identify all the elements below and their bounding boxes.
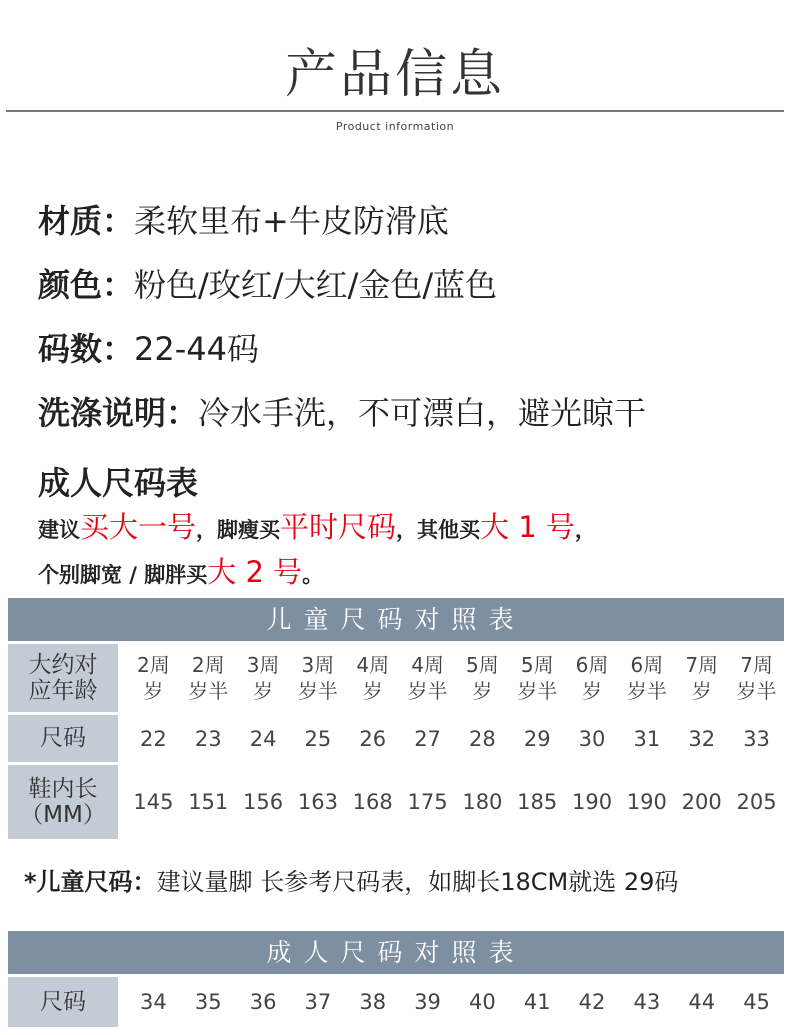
info-value: 粉色/玫红/大红/金色/蓝色 bbox=[134, 266, 498, 304]
advice-highlight: 平时尺码 bbox=[280, 510, 397, 544]
age-cell: 4周 岁半 bbox=[400, 644, 455, 712]
advice-text: 个别脚宽 / 脚胖买 bbox=[38, 563, 208, 587]
advice-highlight: 买大一号 bbox=[80, 510, 197, 544]
adult-table-grid bbox=[8, 974, 784, 1030]
advice-text: ， bbox=[574, 518, 596, 542]
adult-size-heading: 成人尺码表 bbox=[38, 464, 199, 502]
spacer bbox=[118, 715, 126, 762]
size-cell: 39 bbox=[400, 977, 455, 1027]
note-label: *儿童尺码： bbox=[24, 868, 157, 896]
age-cell: 6周 岁 bbox=[565, 644, 620, 712]
length-cell: 200 bbox=[674, 765, 729, 839]
spacer bbox=[118, 644, 126, 712]
age-cell: 5周 岁半 bbox=[510, 644, 565, 712]
size-cell: 36 bbox=[236, 977, 291, 1027]
length-label-line: （MM） bbox=[20, 802, 106, 828]
length-cell: 185 bbox=[510, 765, 565, 839]
length-cell: 205 bbox=[729, 765, 784, 839]
kids-size-note bbox=[24, 862, 678, 897]
size-cell: 28 bbox=[455, 715, 510, 762]
page-subtitle: Product information bbox=[335, 120, 455, 133]
age-label-line: 应年龄 bbox=[28, 678, 98, 704]
size-advice-line-2 bbox=[38, 550, 323, 591]
size-cell: 24 bbox=[236, 715, 291, 762]
length-cell: 145 bbox=[126, 765, 181, 839]
length-cell: 163 bbox=[290, 765, 345, 839]
info-value: 柔软里布+牛皮防滑底 bbox=[134, 202, 449, 240]
note-text: 建议量脚 长参考尺码表，如脚长18CM就选 29码 bbox=[156, 868, 679, 896]
advice-highlight: 大 2 号 bbox=[207, 555, 303, 589]
adult-table-title: 成人尺码对照表 bbox=[8, 931, 784, 974]
size-cell: 22 bbox=[126, 715, 181, 762]
info-label: 码数： bbox=[38, 330, 135, 368]
length-label-line: 鞋内长 bbox=[28, 775, 98, 802]
size-cell: 25 bbox=[290, 715, 345, 762]
size-cell: 26 bbox=[345, 715, 400, 762]
size-cell: 38 bbox=[345, 977, 400, 1027]
kids-table-grid bbox=[8, 641, 784, 842]
size-cell: 33 bbox=[729, 715, 784, 762]
adult-size-row bbox=[8, 977, 784, 1027]
length-cell: 190 bbox=[565, 765, 620, 839]
kids-size-row bbox=[8, 715, 784, 762]
info-label: 洗涤说明： bbox=[38, 394, 199, 432]
age-cell: 5周 岁 bbox=[455, 644, 510, 712]
kids-table-title: 儿童尺码对照表 bbox=[8, 598, 784, 641]
size-cell: 35 bbox=[181, 977, 236, 1027]
length-cell: 180 bbox=[455, 765, 510, 839]
spacer bbox=[118, 765, 126, 839]
age-cell: 2周 岁半 bbox=[181, 644, 236, 712]
kids-size-table bbox=[8, 598, 784, 842]
info-washing bbox=[38, 388, 646, 434]
length-cell: 156 bbox=[236, 765, 291, 839]
info-label: 颜色： bbox=[38, 266, 135, 304]
size-row-header: 尺码 bbox=[8, 977, 118, 1027]
size-cell: 45 bbox=[729, 977, 784, 1027]
advice-highlight: 大 1 号 bbox=[480, 510, 575, 544]
size-cell: 44 bbox=[674, 977, 729, 1027]
info-size-range bbox=[38, 324, 259, 370]
size-cell: 37 bbox=[290, 977, 345, 1027]
age-cell: 2周 岁 bbox=[126, 644, 181, 712]
size-cell: 41 bbox=[510, 977, 565, 1027]
title-divider bbox=[6, 110, 784, 112]
length-cell: 175 bbox=[400, 765, 455, 839]
size-row-header: 尺码 bbox=[8, 715, 118, 762]
kids-length-row bbox=[8, 765, 784, 839]
length-cell: 151 bbox=[181, 765, 236, 839]
age-cell: 3周 岁半 bbox=[290, 644, 345, 712]
adult-size-table bbox=[8, 931, 784, 1030]
size-cell: 27 bbox=[400, 715, 455, 762]
size-cell: 32 bbox=[674, 715, 729, 762]
length-cell: 190 bbox=[619, 765, 674, 839]
advice-text: ，脚瘦买 bbox=[196, 518, 281, 542]
size-cell: 23 bbox=[181, 715, 236, 762]
age-cell: 7周 岁 bbox=[674, 644, 729, 712]
age-cell: 6周 岁半 bbox=[619, 644, 674, 712]
advice-text: 。 bbox=[302, 563, 324, 587]
size-cell: 42 bbox=[565, 977, 620, 1027]
size-advice-line-1 bbox=[38, 505, 596, 546]
age-cell: 7周 岁半 bbox=[729, 644, 784, 712]
page-title: 产品信息 bbox=[284, 45, 505, 105]
spacer bbox=[118, 977, 126, 1027]
info-label: 材质： bbox=[38, 202, 135, 240]
size-cell: 40 bbox=[455, 977, 510, 1027]
size-cell: 31 bbox=[619, 715, 674, 762]
age-label-line: 大约对 bbox=[28, 651, 98, 678]
advice-text: 建议 bbox=[38, 518, 80, 542]
size-cell: 29 bbox=[510, 715, 565, 762]
advice-text: ，其他买 bbox=[396, 518, 481, 542]
age-cell: 3周 岁 bbox=[236, 644, 291, 712]
size-cell: 30 bbox=[565, 715, 620, 762]
info-value: 冷水手洗，不可漂白，避光晾干 bbox=[198, 394, 647, 432]
info-material bbox=[38, 196, 449, 242]
info-color bbox=[38, 260, 497, 306]
length-cell: 168 bbox=[345, 765, 400, 839]
age-cell: 4周 岁 bbox=[345, 644, 400, 712]
size-cell: 43 bbox=[619, 977, 674, 1027]
size-cell: 34 bbox=[126, 977, 181, 1027]
info-value: 22-44码 bbox=[134, 330, 260, 368]
length-row-header bbox=[8, 765, 118, 839]
age-row-header bbox=[8, 644, 118, 712]
kids-age-row bbox=[8, 644, 784, 712]
